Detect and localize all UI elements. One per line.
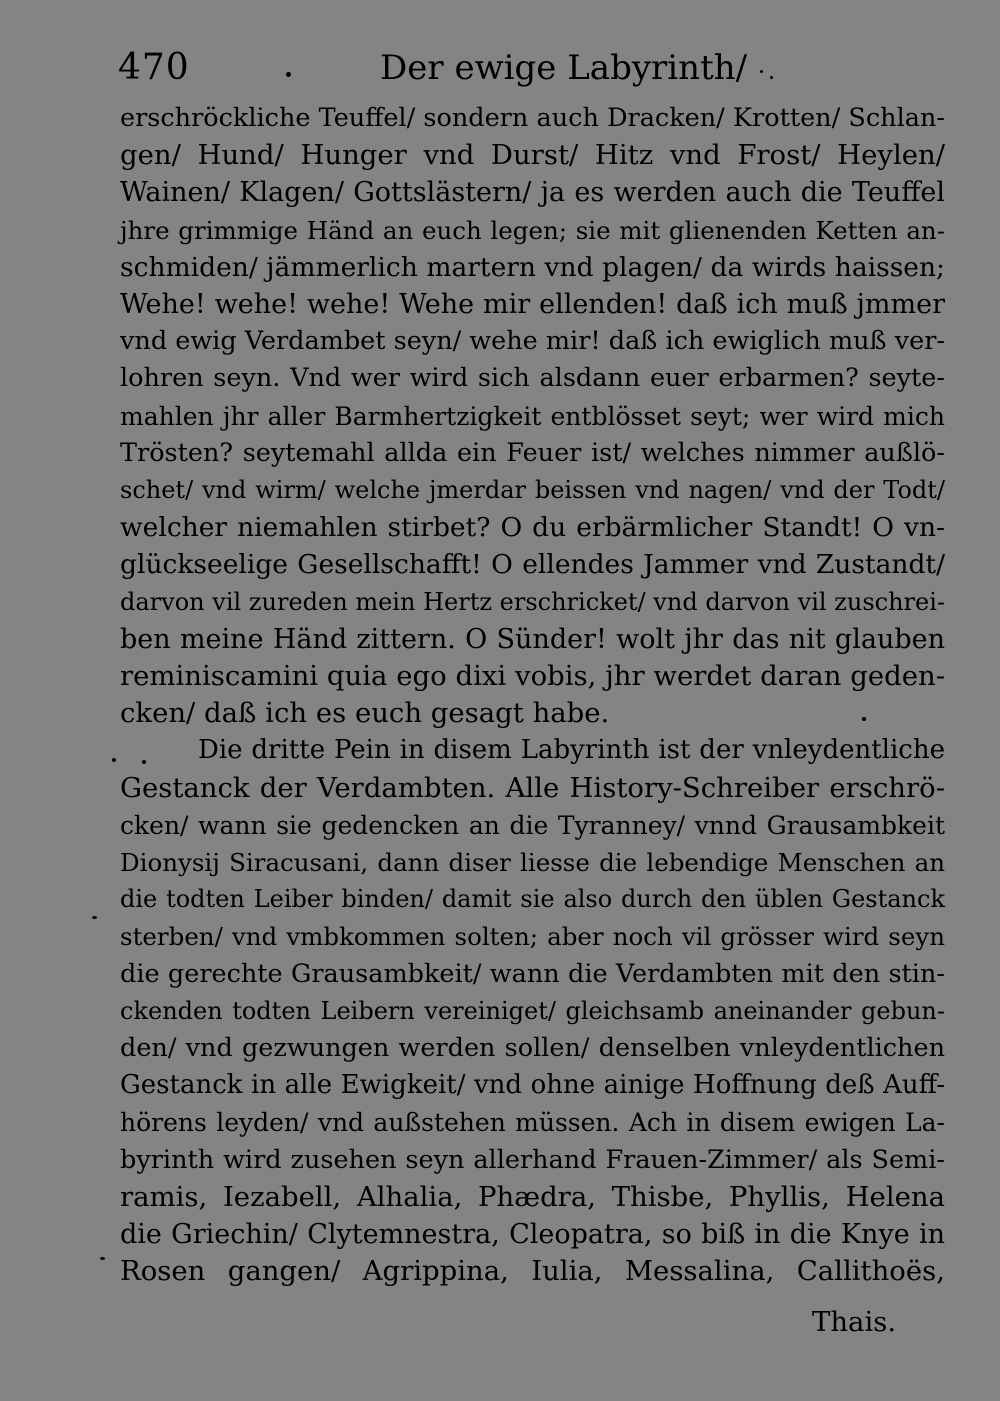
text-line: vnd ewig Verdambet seyn/ wehe mir! daß ich ewiglich muß ver-	[120, 326, 945, 357]
ink-speck	[862, 717, 866, 721]
ink-speck	[100, 1257, 105, 1260]
text-line: Die dritte Pein in disem Labyrinth ist der vnleydentliche	[198, 735, 945, 766]
text-line: ramis, Iezabell, Alhalia, Phædra, Thisbe, Phyllis, Helena	[120, 1180, 945, 1213]
catchword: Thais.	[812, 1306, 897, 1338]
text-line: jhre grimmige Händ an euch legen; sie mit glienenden Ketten an-	[120, 215, 945, 245]
text-line: erschröckliche Teuffel/ sondern auch Dracken/ Krotten/ Schlan-	[120, 103, 945, 133]
text-line: cken/ wann sie gedencken an die Tyranney/ vnnd Grausambkeit	[120, 810, 945, 840]
text-line: Wehe! wehe! wehe! Wehe mir ellenden! daß ich muß jmmer	[120, 289, 945, 320]
text-line: Trösten? seytemahl allda ein Feuer ist/ welches nimmer außlö-	[120, 437, 945, 468]
ink-speck	[112, 758, 116, 762]
page-number: 470	[118, 47, 190, 88]
ink-speck	[142, 760, 146, 764]
text-line: den/ vnd gezwungen werden sollen/ denselben vnleydentlichen	[120, 1033, 945, 1063]
text-line: reminiscamini quia ego dixi vobis, jhr werdet daran geden-	[120, 660, 945, 692]
text-line: Gestanck in alle Ewigkeit/ vnd ohne ainige Hoffnung deß Auff-	[120, 1070, 945, 1101]
text-line: welcher niemahlen stirbet? O du erbärmlicher Standt! O vn-	[120, 512, 945, 544]
text-line: gen/ Hund/ Hunger vnd Durst/ Hitz vnd Frost/ Heylen/	[120, 139, 945, 172]
text-line: glückseelige Gesellschafft! O ellendes Jammer vnd Zustandt/	[120, 549, 945, 581]
text-line: die todten Leiber binden/ damit sie also durch den üblen Gestanck	[120, 885, 945, 914]
text-line: ckenden todten Leibern vereiniget/ gleichsamb aneinander gebun-	[120, 996, 945, 1025]
text-line: Wainen/ Klagen/ Gottslästern/ ja es werden auch die Teuffel	[120, 177, 945, 209]
text-line: Gestanck der Verdambten. Alle History-Schreiber erschrö-	[120, 771, 945, 804]
text-line: die Griechin/ Clytemnestra, Cleopatra, so biß in die Knye in	[120, 1219, 945, 1250]
text-line: hörens leyden/ vnd außstehen müssen. Ach in disem ewigen La-	[120, 1108, 945, 1138]
ink-dot	[286, 72, 291, 77]
text-line: Dionysij Siracusani, dann diser liesse die lebendige Menschen an	[120, 848, 945, 877]
text-line: die gerechte Grausambkeit/ wann die Verdambten mit den stin-	[120, 958, 945, 989]
page-header	[118, 44, 948, 94]
text-line: schet/ vnd wirm/ welche jmerdar beissen vnd nagen/ vnd der Todt/	[120, 476, 945, 504]
running-title: Der ewige Labyrinth/	[380, 48, 748, 88]
text-line: lohren seyn. Vnd wer wird sich alsdann euer erbarmen? seyte-	[120, 363, 945, 394]
ink-speck	[760, 70, 763, 73]
ink-speck	[92, 916, 97, 919]
text-line: Rosen gangen/ Agrippina, Iulia, Messalina, Callithoës,	[120, 1255, 945, 1288]
text-line: darvon vil zureden mein Hertz erschricket/ vnd darvon vil zuschrei-	[120, 587, 945, 616]
text-line: sterben/ vnd vmbkommen solten; aber noch vil grösser wird seyn	[120, 922, 945, 952]
text-line: byrinth wird zusehen seyn allerhand Frauen-Zimmer/ als Semi-	[120, 1144, 945, 1175]
text-line: mahlen jhr aller Barmhertzigkeit entblösset seyt; wer wird mich	[120, 401, 945, 431]
text-line: cken/ daß ich es euch gesagt habe.	[120, 697, 610, 730]
ink-speck	[770, 76, 773, 79]
text-line: ben meine Händ zittern. O Sünder! wolt jhr das nit glauben	[120, 623, 945, 655]
text-line: schmiden/ jämmerlich martern vnd plagen/ da wirds haissen;	[120, 251, 945, 283]
